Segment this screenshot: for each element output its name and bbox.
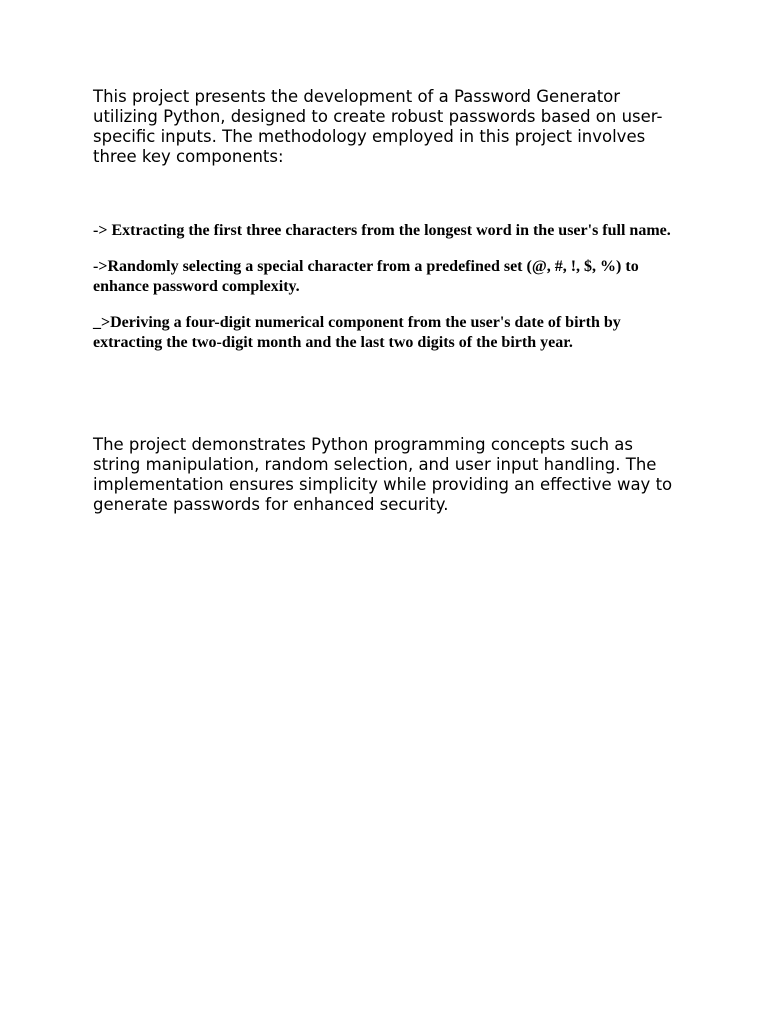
intro-paragraph: This project presents the development of a Password Generator utilizing Python, designed to create robust passwords based on user-specific inputs. The methodology employed in this project involves three key components: (93, 87, 663, 166)
methodology-steps (93, 221, 683, 369)
step-item-special-character: ->Randomly selecting a special character from a predefined set (@, #, !, $, %) to enhance password complexity. (93, 258, 639, 295)
step-item-name-extraction: -> Extracting the first three characters from the longest word in the user's full name. (93, 222, 671, 239)
step-item-birth-date-digits: _>Deriving a four-digit numerical component from the user's date of birth by extracting the two-digit month and the last two digits of the birth year. (93, 314, 621, 351)
conclusion-paragraph: The project demonstrates Python programming concepts such as string manipulation, random selection, and user input handling. The implementation ensures simplicity while providing an effective way to generate passwords for enhanced security. (93, 435, 673, 514)
